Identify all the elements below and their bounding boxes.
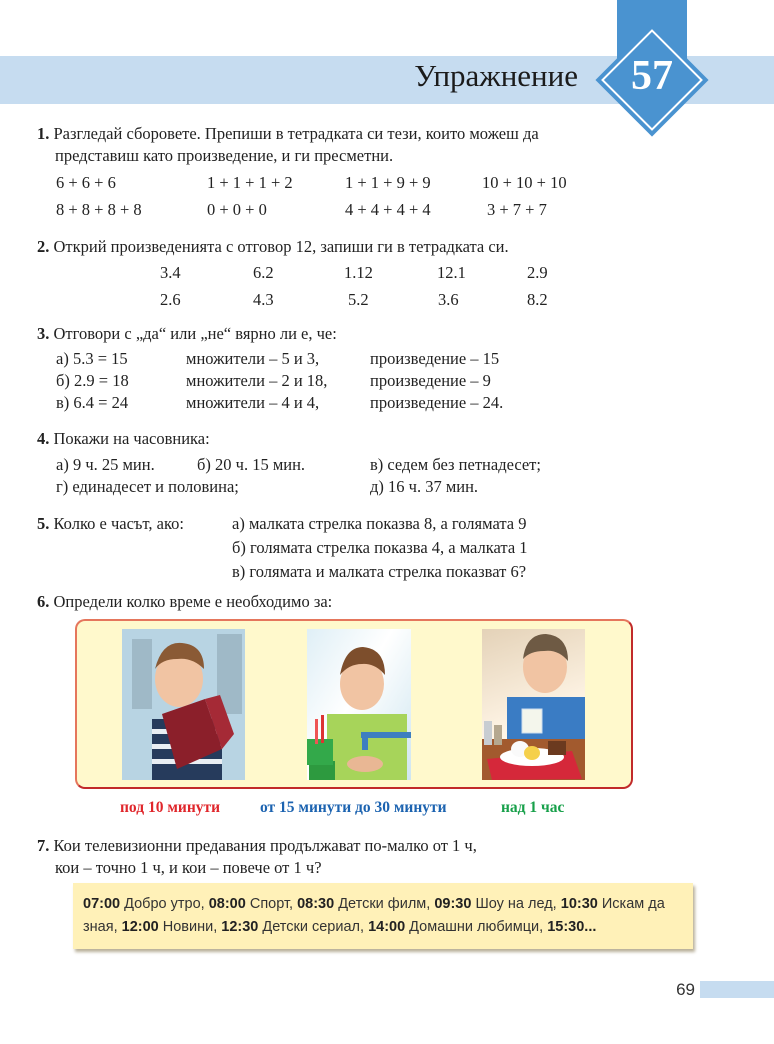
- sum-1-1: 6 + 6 + 6: [56, 173, 116, 192]
- product-2-2: 4.3: [253, 290, 274, 309]
- product-v: произведение – 24.: [370, 393, 504, 412]
- task-2-number: 2.: [37, 237, 50, 256]
- task-6-text: Определи колко време е необходимо за:: [53, 592, 333, 611]
- schedule-show: Добро утро,: [120, 896, 209, 912]
- product-b: произведение – 9: [370, 371, 491, 390]
- boy-washing-illustration: [307, 629, 411, 780]
- tv-schedule-text: [83, 893, 688, 939]
- schedule-show: Шоу на лед,: [471, 896, 561, 912]
- legend-15-to-30-min: от 15 минути до 30 минути: [260, 799, 447, 816]
- task-1-number: 1.: [37, 124, 50, 143]
- task-2-text: Открий произведенията с отговор 12, запиши ги в тетрадката си.: [53, 237, 509, 256]
- clock-item-a: а) 9 ч. 25 мин.: [56, 455, 155, 474]
- page-number: 69: [676, 980, 695, 999]
- time-question-b: б) голямата стрелка показва 4, а малката 1: [232, 538, 528, 557]
- task-4-line: [37, 428, 210, 450]
- schedule-time: 08:30: [297, 896, 335, 912]
- product-1-1: 3.4: [160, 263, 181, 282]
- schedule-show: Спорт,: [245, 896, 298, 912]
- product-2-3: 5.2: [348, 290, 369, 309]
- task-5-text: Колко е часът, ако:: [53, 514, 184, 533]
- time-question-v: в) голямата и малката стрелка показват 6?: [232, 562, 527, 581]
- product-1-2: 6.2: [253, 263, 274, 282]
- legend-over-1-hour: над 1 час: [501, 799, 565, 816]
- sum-2-2: 0 + 0 + 0: [207, 200, 267, 219]
- task-1-line-1: [37, 123, 539, 145]
- schedule-time: 08:00: [208, 896, 246, 912]
- schedule-show: Домашни любимци,: [405, 919, 548, 935]
- task-7-line-2: кои – точно 1 ч, и кои – повече от 1 ч?: [55, 858, 322, 877]
- schedule-show: Искам да зная,: [83, 896, 665, 935]
- page-title: Упражнение: [414, 58, 578, 93]
- schedule-time: 15:30...: [547, 919, 597, 935]
- schedule-time: 12:30: [221, 919, 259, 935]
- task-4-text: Покажи на часовника:: [53, 429, 210, 448]
- boy-reading-illustration: [122, 629, 245, 780]
- factors-b: множители – 2 и 18,: [186, 371, 328, 390]
- statement-v: в) 6.4 = 24: [56, 393, 129, 412]
- task-1-text: Разгледай сборовете. Препиши в тетрадката си тези, които можеш да: [53, 124, 539, 143]
- page-number-bar: [700, 981, 774, 998]
- time-question-a: а) малката стрелка показва 8, а голямата 9: [232, 514, 527, 533]
- photo-boy-reading: [122, 629, 245, 780]
- task-7-number: 7.: [37, 836, 50, 855]
- sum-1-2: 1 + 1 + 1 + 2: [207, 173, 293, 192]
- boy-breakfast-illustration: [482, 629, 585, 780]
- sum-2-1: 8 + 8 + 8 + 8: [56, 200, 142, 219]
- task-4-number: 4.: [37, 429, 50, 448]
- task-6-line: [37, 591, 332, 613]
- sum-1-4: 10 + 10 + 10: [482, 173, 567, 192]
- factors-v: множители – 4 и 4,: [186, 393, 320, 412]
- task-5-number: 5.: [37, 514, 50, 533]
- clock-item-g: г) единадесет и половина;: [56, 477, 239, 496]
- task-5-line: [37, 513, 184, 535]
- product-1-3: 1.12: [344, 263, 373, 282]
- product-2-1: 2.6: [160, 290, 181, 309]
- schedule-show: Детски сериал,: [258, 919, 369, 935]
- product-2-5: 8.2: [527, 290, 548, 309]
- factors-a: множители – 5 и 3,: [186, 349, 320, 368]
- lesson-number: 57: [631, 53, 673, 99]
- schedule-time: 10:30: [560, 896, 598, 912]
- schedule-time: 07:00: [83, 896, 121, 912]
- sum-1-3: 1 + 1 + 9 + 9: [345, 173, 431, 192]
- task-2-line: [37, 236, 509, 258]
- clock-item-b: б) 20 ч. 15 мин.: [197, 455, 306, 474]
- sum-2-4: 3 + 7 + 7: [487, 200, 547, 219]
- task-3-line: [37, 323, 337, 345]
- photo-boy-washing: [307, 629, 411, 780]
- schedule-show: Детски филм,: [334, 896, 435, 912]
- legend-under-10-min: под 10 минути: [120, 799, 221, 816]
- product-2-4: 3.6: [438, 290, 459, 309]
- task-3-number: 3.: [37, 324, 50, 343]
- product-1-4: 12.1: [437, 263, 466, 282]
- product-a: произведение – 15: [370, 349, 500, 368]
- task-6-number: 6.: [37, 592, 50, 611]
- clock-item-v: в) седем без петнадесет;: [370, 455, 541, 474]
- schedule-time: 09:30: [434, 896, 472, 912]
- photo-boy-breakfast: [482, 629, 585, 780]
- product-1-5: 2.9: [527, 263, 548, 282]
- schedule-time: 14:00: [368, 919, 406, 935]
- task-7-text: Кои телевизионни предавания продължават по-малко от 1 ч,: [53, 836, 477, 855]
- task-3-text: Отговори с „да“ или „не“ вярно ли е, че:: [53, 324, 337, 343]
- schedule-show: Новини,: [158, 919, 222, 935]
- statement-a: а) 5.3 = 15: [56, 349, 128, 368]
- task-7-line-1: [37, 835, 477, 857]
- sum-2-3: 4 + 4 + 4 + 4: [345, 200, 431, 219]
- task-1-line-2: представиш като произведение, и ги пресметни.: [55, 146, 394, 165]
- schedule-time: 12:00: [121, 919, 159, 935]
- clock-item-d: д) 16 ч. 37 мин.: [370, 477, 479, 496]
- statement-b: б) 2.9 = 18: [56, 371, 129, 390]
